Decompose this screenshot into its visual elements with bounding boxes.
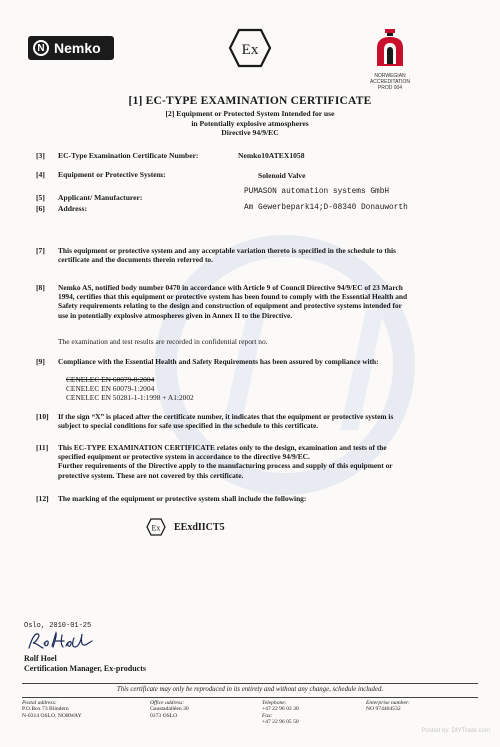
- section-10-line: If the sign “X” is placed after the certificate number, it indicates that the equipment or protective system is: [58, 412, 394, 421]
- certificate-subtitle: [0, 109, 500, 138]
- accreditation-line-1: NORWEGIAN: [374, 73, 406, 79]
- standards-list: [66, 375, 194, 403]
- field-6-number: [6]: [36, 204, 45, 213]
- field-3-label: EC-Type Examination Certificate Number:: [58, 151, 199, 160]
- telephone-number: +47 22 96 03 30: [262, 706, 299, 713]
- certificate-number: Nemko10ATEX1058: [238, 151, 305, 160]
- accreditation-line-3: PROD 004: [377, 85, 403, 91]
- office-heading: Office address:: [150, 700, 185, 706]
- office-line: Gaustadalléen 30: [150, 706, 189, 713]
- section-11-line: specified equipment or protective system in accordance to the directive 94/9/EC.: [58, 452, 310, 462]
- telephone-heading: Telephone:: [262, 700, 287, 706]
- accreditation-logo: [360, 28, 420, 91]
- footer-divider-top: [22, 683, 478, 684]
- section-11-number: [11]: [36, 443, 49, 452]
- section-11-line: protective system. These are not covered by this certificate.: [58, 470, 244, 480]
- field-4-label: Equipment or Protective System:: [58, 170, 166, 179]
- footer-divider-bottom: [22, 697, 478, 698]
- nemko-logo: [28, 36, 114, 60]
- marking-code: EExdIICT5: [174, 521, 225, 533]
- section-8-line: Safety requirements relating to the design and construction of equipment and protective systems intended for: [58, 301, 402, 311]
- nemko-wordmark: Nemko: [54, 40, 101, 56]
- section-9-text: Compliance with the Essential Health and Safety Requirements has been assured by compliance with:: [58, 357, 379, 366]
- section-9-number: [9]: [36, 357, 45, 366]
- section-10-line: subject to special conditions for safe use specified in the schedule to this certificate.: [58, 421, 319, 431]
- section-12-number: [12]: [36, 494, 49, 503]
- subtitle-line-2: in Potentially explosive atmospheres: [191, 118, 309, 128]
- field-6-label: Address:: [58, 204, 87, 213]
- postal-heading: Postal address:: [22, 700, 57, 706]
- office-line: 0373 OSLO: [150, 712, 178, 719]
- standard-item: CENELEC EN 60079-0:2004: [66, 375, 155, 384]
- footer-postal: [22, 700, 82, 719]
- section-7-line: certificate and the documents therein referred to.: [58, 255, 213, 265]
- section-8-text: [58, 283, 458, 320]
- reproduction-note: This certificate may only be reproduced in its entirety and without any change, schedule included.: [116, 686, 384, 693]
- ex-marking-icon: [146, 518, 166, 536]
- ex-hexagon-icon: [228, 28, 272, 68]
- signatory-role: Certification Manager, Ex-products: [24, 664, 146, 673]
- nemko-n-icon: N: [33, 40, 49, 56]
- section-10-number: [10]: [36, 412, 49, 421]
- field-5-label: Applicant/ Manufacturer:: [58, 193, 143, 202]
- equipment-marking: [146, 518, 225, 536]
- footer-office: [150, 700, 189, 719]
- section-11-text: [58, 443, 458, 480]
- postal-line: P.O.Box 73 Blindern: [22, 706, 69, 713]
- address-value: Am Gewerbepark14;D-08340 Donauworth: [244, 204, 408, 212]
- signature-date: Oslo, 2010-01-25: [24, 622, 92, 630]
- accreditation-seal-icon: [373, 28, 407, 68]
- certificate-title: [1] EC-TYPE EXAMINATION CERTIFICATE: [128, 95, 372, 107]
- section-7-line: This equipment or protective system and any acceptable variation thereto is specified in the schedule to this: [58, 246, 396, 255]
- signatory-name: Rolf Hoel: [24, 654, 57, 663]
- field-3-number: [3]: [36, 151, 45, 160]
- section-11-line: Further requirements of the Directive apply to the manufacturing process and supply of this equipment or: [58, 461, 393, 471]
- section-8-report-note: The examination and test results are recorded in confidential report no.: [58, 337, 268, 346]
- standard-item: CENELEC EN 50281-1-1:1998 + A1:2002: [66, 393, 194, 403]
- footer-enterprise: [366, 700, 410, 713]
- applicant-value: PUMASON automation systems GmbH: [244, 188, 390, 196]
- section-8-number: [8]: [36, 283, 45, 292]
- ex-hexagon-label: Ex: [241, 42, 259, 58]
- section-8-line: use in potentially explosive atmospheres given in Annex II to the Directive.: [58, 310, 293, 320]
- ex-marking-label: Ex: [151, 523, 161, 533]
- section-7-number: [7]: [36, 246, 45, 255]
- field-4-number: [4]: [36, 170, 45, 179]
- fax-heading: Fax:: [262, 712, 273, 719]
- subtitle-line-1: [2] Equipment or Protected System Intended for use: [165, 109, 335, 118]
- section-11-line: This EC-TYPE EXAMINATION CERTIFICATE relates only to the design, examination and tests of the: [58, 443, 387, 452]
- signatory: [24, 654, 146, 674]
- fax-number: +47 22 96 05 50: [262, 719, 299, 726]
- footer-telephone: [262, 700, 299, 726]
- handwritten-signature: [26, 630, 96, 652]
- enterprise-number: NO 974404532: [366, 706, 401, 713]
- diytrade-credit: Posted by: DIYTrade.com: [421, 728, 490, 734]
- section-10-text: [58, 412, 458, 430]
- accreditation-line-2: ACCREDITATION: [369, 79, 411, 85]
- subtitle-line-3: Directive 94/9/EC: [221, 128, 279, 137]
- standard-item: CENELEC EN 60079-1:2004: [66, 384, 155, 394]
- postal-line: N-0314 OSLO, NORWAY: [22, 712, 82, 719]
- enterprise-heading: Enterprise number:: [366, 700, 410, 706]
- field-5-number: [5]: [36, 193, 45, 202]
- section-12-text: The marking of the equipment or protective system shall include the following:: [58, 494, 307, 503]
- section-8-line: 1994, certifies that this equipment or protective system has been found to comply with the Essential Health and: [58, 292, 408, 302]
- section-7-text: [58, 246, 458, 264]
- equipment-value: Solenoid Valve: [258, 171, 306, 180]
- section-8-line: Nemko AS, notified body number 0470 in accordance with Article 9 of Council Directive 94/9/EC of 23 March: [58, 283, 403, 292]
